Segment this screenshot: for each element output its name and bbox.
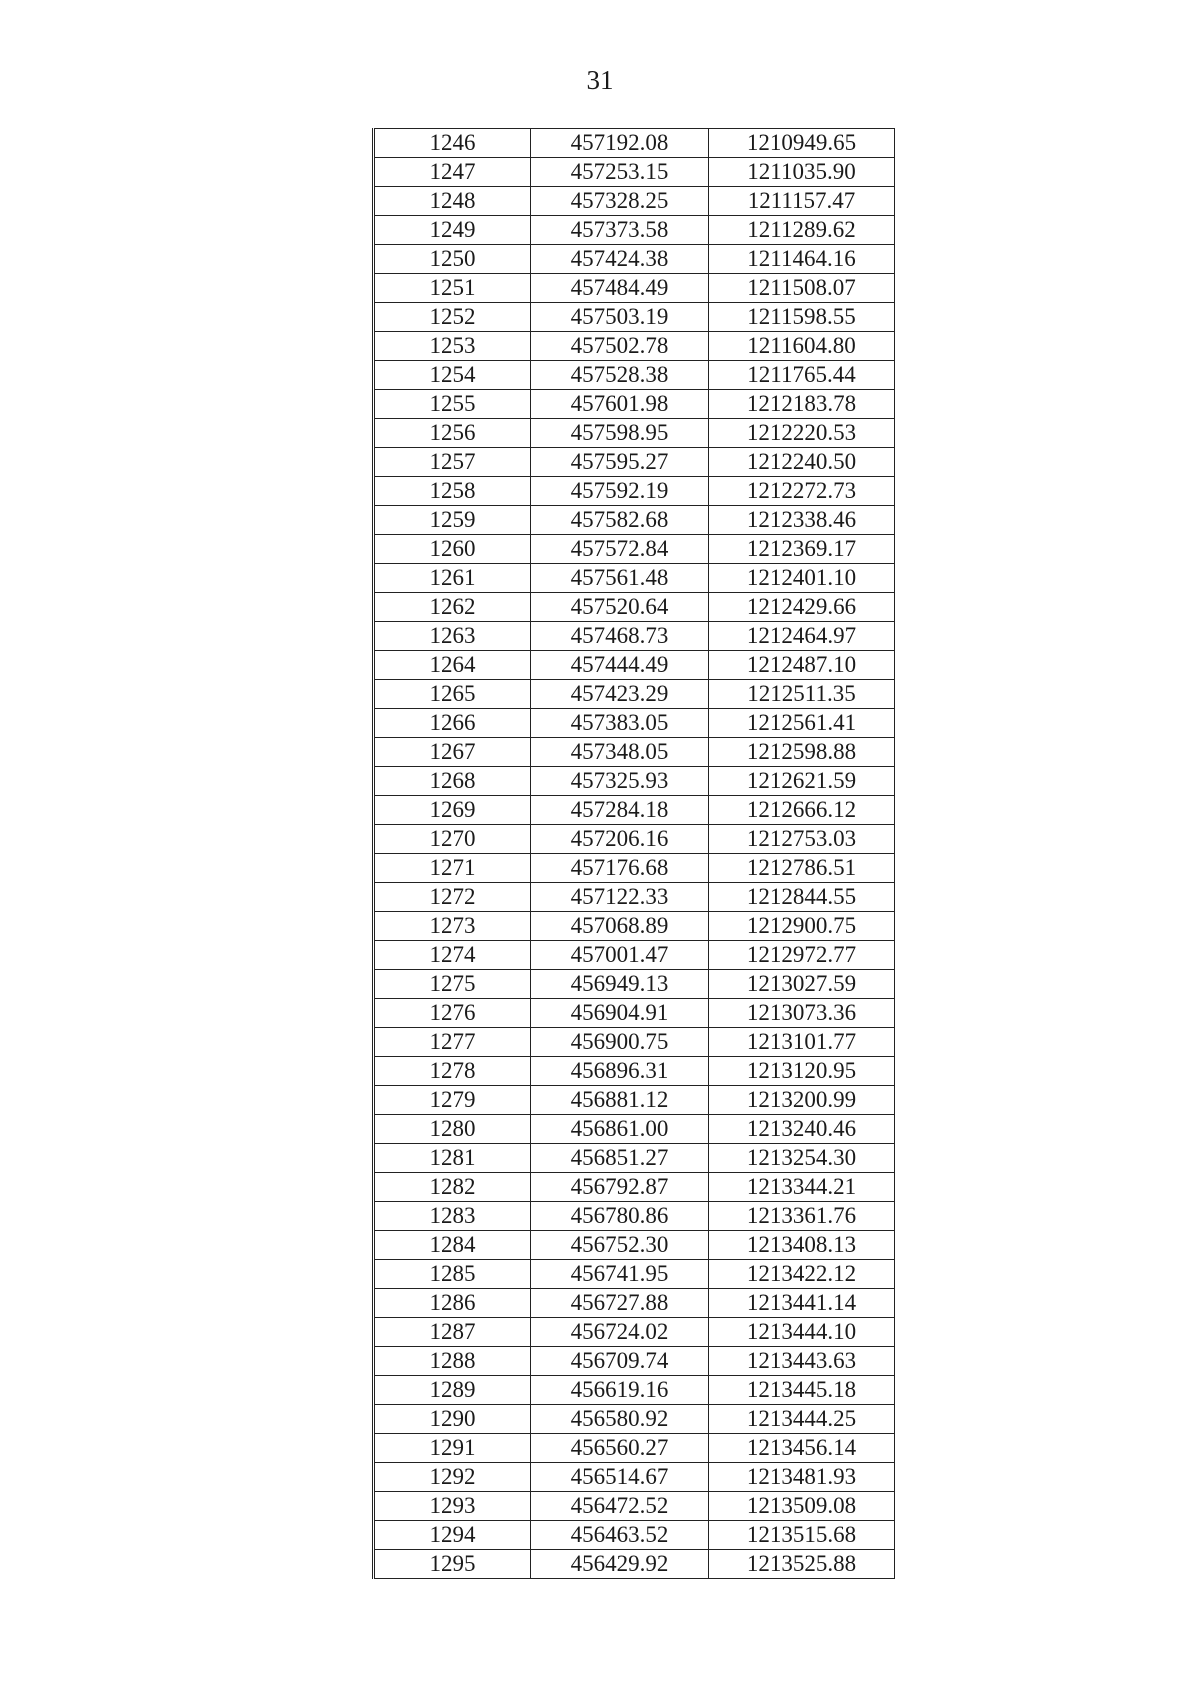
- point-number-cell: 1252: [374, 303, 531, 332]
- table-row: [374, 158, 895, 187]
- x-coordinate-cell: 456709.74: [531, 1347, 709, 1376]
- point-number-cell: 1294: [374, 1521, 531, 1550]
- point-number-cell: 1295: [374, 1550, 531, 1579]
- y-coordinate-cell: 1211464.16: [709, 245, 895, 274]
- table-row: [374, 1347, 895, 1376]
- y-coordinate-cell: 1212183.78: [709, 390, 895, 419]
- y-coordinate-cell: 1211157.47: [709, 187, 895, 216]
- table-row: [374, 1289, 895, 1318]
- point-number-cell: 1284: [374, 1231, 531, 1260]
- table-row: [374, 361, 895, 390]
- point-number-cell: 1249: [374, 216, 531, 245]
- y-coordinate-cell: 1213445.18: [709, 1376, 895, 1405]
- y-coordinate-cell: 1211289.62: [709, 216, 895, 245]
- table-row: [374, 419, 895, 448]
- table-row: [374, 1521, 895, 1550]
- y-coordinate-cell: 1213254.30: [709, 1144, 895, 1173]
- table-row: [374, 883, 895, 912]
- table-row: [374, 564, 895, 593]
- table-row: [374, 535, 895, 564]
- y-coordinate-cell: 1212464.97: [709, 622, 895, 651]
- x-coordinate-cell: 456780.86: [531, 1202, 709, 1231]
- x-coordinate-cell: 457383.05: [531, 709, 709, 738]
- point-number-cell: 1269: [374, 796, 531, 825]
- x-coordinate-cell: 457424.38: [531, 245, 709, 274]
- y-coordinate-cell: 1212786.51: [709, 854, 895, 883]
- table-row: [374, 1376, 895, 1405]
- point-number-cell: 1276: [374, 999, 531, 1028]
- table-row: [374, 390, 895, 419]
- point-number-cell: 1262: [374, 593, 531, 622]
- table-row: [374, 1405, 895, 1434]
- x-coordinate-cell: 456472.52: [531, 1492, 709, 1521]
- table-row: [374, 448, 895, 477]
- table-row: [374, 506, 895, 535]
- table-row: [374, 1144, 895, 1173]
- y-coordinate-cell: 1212272.73: [709, 477, 895, 506]
- point-number-cell: 1273: [374, 912, 531, 941]
- y-coordinate-cell: 1213444.25: [709, 1405, 895, 1434]
- x-coordinate-cell: 457325.93: [531, 767, 709, 796]
- table-row: [374, 1202, 895, 1231]
- x-coordinate-cell: 457503.19: [531, 303, 709, 332]
- x-coordinate-cell: 457348.05: [531, 738, 709, 767]
- y-coordinate-cell: 1213101.77: [709, 1028, 895, 1057]
- x-coordinate-cell: 457468.73: [531, 622, 709, 651]
- y-coordinate-cell: 1212972.77: [709, 941, 895, 970]
- y-coordinate-cell: 1211508.07: [709, 274, 895, 303]
- table-row: [374, 999, 895, 1028]
- table-row: [374, 1463, 895, 1492]
- x-coordinate-cell: 456896.31: [531, 1057, 709, 1086]
- table-row: [374, 1086, 895, 1115]
- table-row: [374, 941, 895, 970]
- point-number-cell: 1286: [374, 1289, 531, 1318]
- x-coordinate-cell: 457502.78: [531, 332, 709, 361]
- point-number-cell: 1254: [374, 361, 531, 390]
- table-row: [374, 825, 895, 854]
- table-row: [374, 1173, 895, 1202]
- point-number-cell: 1283: [374, 1202, 531, 1231]
- table-row: [374, 1260, 895, 1289]
- point-number-cell: 1251: [374, 274, 531, 303]
- y-coordinate-cell: 1212429.66: [709, 593, 895, 622]
- x-coordinate-cell: 457206.16: [531, 825, 709, 854]
- y-coordinate-cell: 1210949.65: [709, 129, 895, 158]
- point-number-cell: 1281: [374, 1144, 531, 1173]
- point-number-cell: 1293: [374, 1492, 531, 1521]
- x-coordinate-cell: 457561.48: [531, 564, 709, 593]
- table-row: [374, 274, 895, 303]
- x-coordinate-cell: 457328.25: [531, 187, 709, 216]
- table-row: [374, 796, 895, 825]
- page-number: 31: [586, 65, 614, 95]
- x-coordinate-cell: 457484.49: [531, 274, 709, 303]
- x-coordinate-cell: 457601.98: [531, 390, 709, 419]
- x-coordinate-cell: 457595.27: [531, 448, 709, 477]
- table-row: [374, 1231, 895, 1260]
- coordinates-table-body: [374, 129, 895, 1579]
- y-coordinate-cell: 1212900.75: [709, 912, 895, 941]
- point-number-cell: 1260: [374, 535, 531, 564]
- y-coordinate-cell: 1212753.03: [709, 825, 895, 854]
- point-number-cell: 1268: [374, 767, 531, 796]
- point-number-cell: 1250: [374, 245, 531, 274]
- point-number-cell: 1247: [374, 158, 531, 187]
- y-coordinate-cell: 1212487.10: [709, 651, 895, 680]
- table-row: [374, 303, 895, 332]
- table-row: [374, 187, 895, 216]
- y-coordinate-cell: 1213422.12: [709, 1260, 895, 1289]
- table-row: [374, 709, 895, 738]
- x-coordinate-cell: 456727.88: [531, 1289, 709, 1318]
- x-coordinate-cell: 457582.68: [531, 506, 709, 535]
- y-coordinate-cell: 1212666.12: [709, 796, 895, 825]
- point-number-cell: 1275: [374, 970, 531, 999]
- point-number-cell: 1248: [374, 187, 531, 216]
- x-coordinate-cell: 457423.29: [531, 680, 709, 709]
- table-row: [374, 1434, 895, 1463]
- y-coordinate-cell: 1212621.59: [709, 767, 895, 796]
- y-coordinate-cell: 1212338.46: [709, 506, 895, 535]
- y-coordinate-cell: 1213200.99: [709, 1086, 895, 1115]
- point-number-cell: 1289: [374, 1376, 531, 1405]
- x-coordinate-cell: 456429.92: [531, 1550, 709, 1579]
- table-row: [374, 245, 895, 274]
- x-coordinate-cell: 456580.92: [531, 1405, 709, 1434]
- y-coordinate-cell: 1213515.68: [709, 1521, 895, 1550]
- table-row: [374, 970, 895, 999]
- point-number-cell: 1274: [374, 941, 531, 970]
- x-coordinate-cell: 456741.95: [531, 1260, 709, 1289]
- x-coordinate-cell: 456904.91: [531, 999, 709, 1028]
- y-coordinate-cell: 1213441.14: [709, 1289, 895, 1318]
- table-row: [374, 680, 895, 709]
- point-number-cell: 1264: [374, 651, 531, 680]
- point-number-cell: 1257: [374, 448, 531, 477]
- point-number-cell: 1263: [374, 622, 531, 651]
- y-coordinate-cell: 1213481.93: [709, 1463, 895, 1492]
- x-coordinate-cell: 457572.84: [531, 535, 709, 564]
- x-coordinate-cell: 456851.27: [531, 1144, 709, 1173]
- y-coordinate-cell: 1213120.95: [709, 1057, 895, 1086]
- x-coordinate-cell: 457192.08: [531, 129, 709, 158]
- table-row: [374, 651, 895, 680]
- point-number-cell: 1280: [374, 1115, 531, 1144]
- point-number-cell: 1291: [374, 1434, 531, 1463]
- y-coordinate-cell: 1212220.53: [709, 419, 895, 448]
- point-number-cell: 1255: [374, 390, 531, 419]
- x-coordinate-cell: 457122.33: [531, 883, 709, 912]
- point-number-cell: 1282: [374, 1173, 531, 1202]
- y-coordinate-cell: 1213444.10: [709, 1318, 895, 1347]
- x-coordinate-cell: 456881.12: [531, 1086, 709, 1115]
- point-number-cell: 1278: [374, 1057, 531, 1086]
- x-coordinate-cell: 457373.58: [531, 216, 709, 245]
- point-number-cell: 1253: [374, 332, 531, 361]
- y-coordinate-cell: 1211035.90: [709, 158, 895, 187]
- x-coordinate-cell: 456514.67: [531, 1463, 709, 1492]
- y-coordinate-cell: 1213509.08: [709, 1492, 895, 1521]
- y-coordinate-cell: 1213027.59: [709, 970, 895, 999]
- y-coordinate-cell: 1213456.14: [709, 1434, 895, 1463]
- point-number-cell: 1292: [374, 1463, 531, 1492]
- point-number-cell: 1256: [374, 419, 531, 448]
- point-number-cell: 1272: [374, 883, 531, 912]
- point-number-cell: 1288: [374, 1347, 531, 1376]
- y-coordinate-cell: 1213525.88: [709, 1550, 895, 1579]
- y-coordinate-cell: 1211765.44: [709, 361, 895, 390]
- x-coordinate-cell: 457068.89: [531, 912, 709, 941]
- x-coordinate-cell: 456463.52: [531, 1521, 709, 1550]
- x-coordinate-cell: 456949.13: [531, 970, 709, 999]
- y-coordinate-cell: 1213073.36: [709, 999, 895, 1028]
- table-row: [374, 216, 895, 245]
- x-coordinate-cell: 456752.30: [531, 1231, 709, 1260]
- y-coordinate-cell: 1212844.55: [709, 883, 895, 912]
- table-row: [374, 912, 895, 941]
- x-coordinate-cell: 457598.95: [531, 419, 709, 448]
- point-number-cell: 1290: [374, 1405, 531, 1434]
- x-coordinate-cell: 457520.64: [531, 593, 709, 622]
- y-coordinate-cell: 1212561.41: [709, 709, 895, 738]
- table-row: [374, 738, 895, 767]
- point-number-cell: 1261: [374, 564, 531, 593]
- table-row: [374, 477, 895, 506]
- x-coordinate-cell: 457253.15: [531, 158, 709, 187]
- point-number-cell: 1277: [374, 1028, 531, 1057]
- x-coordinate-cell: 457284.18: [531, 796, 709, 825]
- point-number-cell: 1285: [374, 1260, 531, 1289]
- x-coordinate-cell: 456724.02: [531, 1318, 709, 1347]
- x-coordinate-cell: 456900.75: [531, 1028, 709, 1057]
- y-coordinate-cell: 1211598.55: [709, 303, 895, 332]
- table-row: [374, 622, 895, 651]
- y-coordinate-cell: 1211604.80: [709, 332, 895, 361]
- table-row: [374, 767, 895, 796]
- x-coordinate-cell: 456619.16: [531, 1376, 709, 1405]
- y-coordinate-cell: 1213408.13: [709, 1231, 895, 1260]
- x-coordinate-cell: 456560.27: [531, 1434, 709, 1463]
- x-coordinate-cell: 456792.87: [531, 1173, 709, 1202]
- point-number-cell: 1258: [374, 477, 531, 506]
- table-row: [374, 332, 895, 361]
- point-number-cell: 1266: [374, 709, 531, 738]
- table-row: [374, 1028, 895, 1057]
- x-coordinate-cell: 457176.68: [531, 854, 709, 883]
- y-coordinate-cell: 1213240.46: [709, 1115, 895, 1144]
- table-row: [374, 129, 895, 158]
- point-number-cell: 1287: [374, 1318, 531, 1347]
- point-number-cell: 1246: [374, 129, 531, 158]
- point-number-cell: 1270: [374, 825, 531, 854]
- y-coordinate-cell: 1212511.35: [709, 680, 895, 709]
- table-row: [374, 593, 895, 622]
- y-coordinate-cell: 1213361.76: [709, 1202, 895, 1231]
- y-coordinate-cell: 1212369.17: [709, 535, 895, 564]
- x-coordinate-cell: 457592.19: [531, 477, 709, 506]
- table-row: [374, 854, 895, 883]
- point-number-cell: 1279: [374, 1086, 531, 1115]
- table-row: [374, 1318, 895, 1347]
- table-row: [374, 1492, 895, 1521]
- y-coordinate-cell: 1212401.10: [709, 564, 895, 593]
- point-number-cell: 1271: [374, 854, 531, 883]
- point-number-cell: 1267: [374, 738, 531, 767]
- x-coordinate-cell: 456861.00: [531, 1115, 709, 1144]
- table-row: [374, 1115, 895, 1144]
- x-coordinate-cell: 457001.47: [531, 941, 709, 970]
- table-row: [374, 1550, 895, 1579]
- x-coordinate-cell: 457528.38: [531, 361, 709, 390]
- y-coordinate-cell: 1212240.50: [709, 448, 895, 477]
- table-row: [374, 1057, 895, 1086]
- y-coordinate-cell: 1213443.63: [709, 1347, 895, 1376]
- coordinates-table: [372, 128, 895, 1579]
- y-coordinate-cell: 1212598.88: [709, 738, 895, 767]
- x-coordinate-cell: 457444.49: [531, 651, 709, 680]
- y-coordinate-cell: 1213344.21: [709, 1173, 895, 1202]
- point-number-cell: 1265: [374, 680, 531, 709]
- point-number-cell: 1259: [374, 506, 531, 535]
